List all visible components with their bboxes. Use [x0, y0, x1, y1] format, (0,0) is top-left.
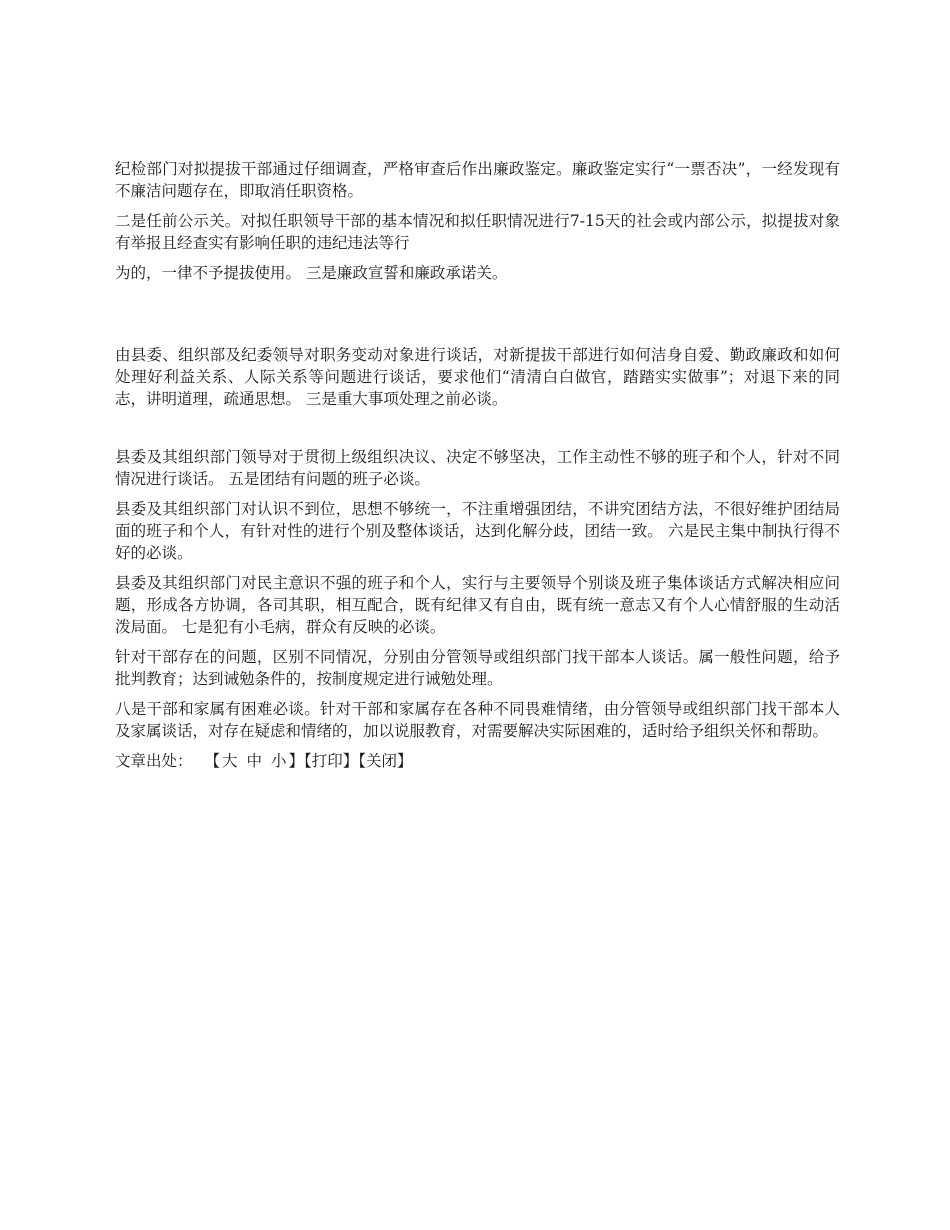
paragraph-7: 县委及其组织部门对民主意识不强的班子和个人，实行与主要领导个别谈及班子集体谈话方式解决相应问题，形成各方协调，各司其职，相互配合，既有纪律又有自由，既有统一意志又有个人心情舒服的生动活泼局面。 七是犯有小毛病，群众有反映的必谈。 [115, 574, 840, 636]
article-footer [115, 750, 840, 772]
font-size-controls [205, 752, 304, 770]
font-size-open-bracket: 【 [204, 752, 221, 770]
close-link[interactable]: 【关闭】 [358, 752, 413, 770]
paragraph-4: 由县委、组织部及纪委领导对职务变动对象进行谈话，对新提拔干部进行如何洁身自爱、勤政廉政和如何处理好利益关系、人际关系等问题进行谈话，要求他们“清清白白做官，踏踏实实做事”；对退下来的同志，讲明道理，疏通思想。 三是重大事项处理之前必谈。 [115, 346, 840, 408]
article-body [115, 158, 840, 772]
paragraph-3: 为的，一律不予提拔使用。 三是廉政宣誓和廉政承诺关。 [115, 264, 508, 282]
font-size-medium-link[interactable]: 中 [246, 752, 262, 770]
font-size-close-bracket: 】 [288, 752, 304, 770]
paragraph-2: 二是任前公示关。对拟任职领导干部的基本情况和拟任职情况进行7-15天的社会或内部公示，拟提拔对象有举报且经查实有影响任职的违纪违法等行 [115, 212, 840, 252]
paragraph-6: 县委及其组织部门对认识不到位，思想不够统一，不注重增强团结，不讲究团结方法，不很好维护团结局面的班子和个人，有针对性的进行个别及整体谈话，达到化解分歧，团结一致。 六是民主集中制执行得不好的必谈。 [115, 500, 840, 562]
paragraph-9: 八是干部和家属有困难必谈。针对干部和家属存在各种不同畏难情绪，由分管领导或组织部门找干部本人及家属谈话，对存在疑虑和情绪的，加以说服教育，对需要解决实际困难的，适时给予组织关怀和帮助。 [115, 700, 840, 740]
paragraph-1: 纪检部门对拟提拔干部通过仔细调查，严格审查后作出廉政鉴定。廉政鉴定实行“一票否决”，一经发现有不廉洁问题存在，即取消任职资格。 [115, 160, 840, 200]
font-size-small-link[interactable]: 小 [270, 752, 287, 770]
paragraph-8: 针对干部存在的问题，区别不同情况，分别由分管领导或组织部门找干部本人谈话。属一般性问题，给予批判教育；达到诫勉条件的，按制度规定进行诫勉处理。 [115, 648, 840, 688]
source-label: 文章出处： [115, 752, 193, 770]
font-size-large-link[interactable]: 大 [222, 752, 238, 770]
print-link[interactable]: 【打印】 [303, 752, 359, 770]
paragraph-5: 县委及其组织部门领导对于贯彻上级组织决议、决定不够坚决，工作主动性不够的班子和个人，针对不同情况进行谈话。 五是团结有问题的班子必谈。 [115, 448, 840, 488]
